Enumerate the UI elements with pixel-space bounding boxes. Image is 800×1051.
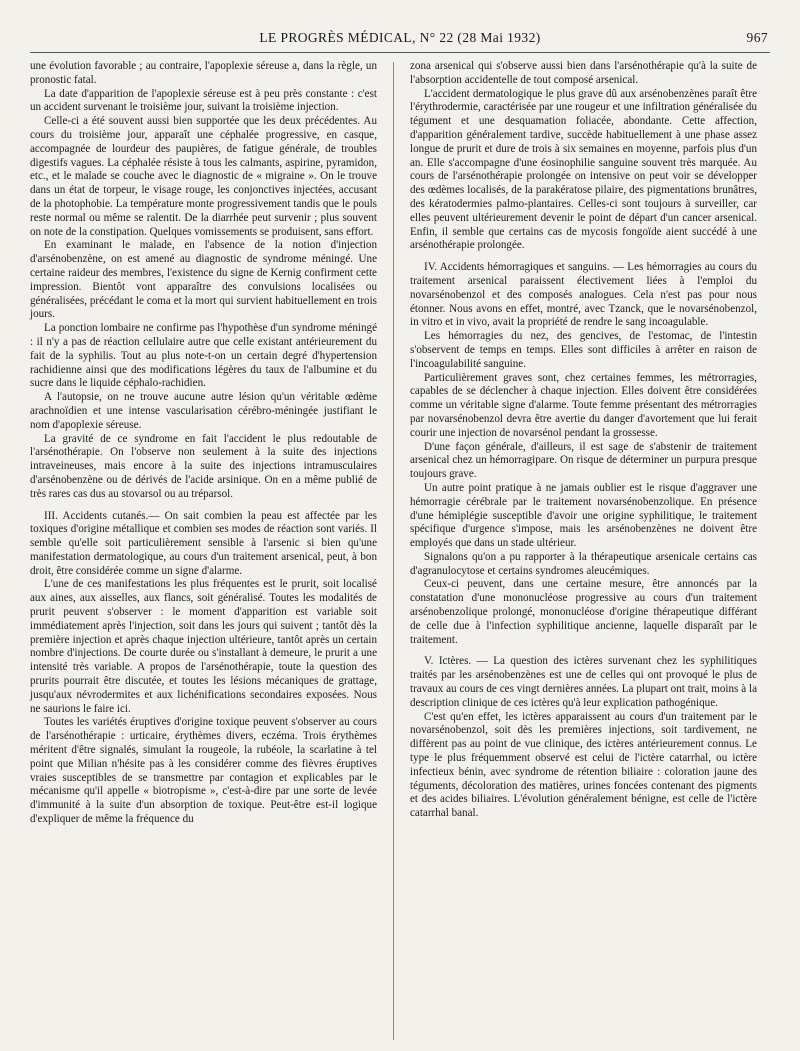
paragraph: D'une façon générale, d'ailleurs, il est sage de s'abstenir de traitement arsenical chez un hémorragipare. On risque de déterminer un purpura presque toujours grave. (410, 440, 757, 481)
paragraph: A l'autopsie, on ne trouve aucune autre lésion qu'un véritable œdème arachnoïdien et une intense vascularisation cérébro-méningée justifiant le nom d'apoplexie séreuse. (30, 391, 377, 431)
paragraph: L'accident dermatologique le plus grave dû aux arsénobenzènes paraît être l'érythrodermie, caractérisée par une rougeur et une infiltration généralisée du tégument et une desquamation foliacée, abondante. Cette affection, d'apparition généralement tardive, succède habituellement à une phase assez longue de prurit et dure de trois à six semaines en moyenne, parfois plus d'un an. Elle s'accompagne d'une éosinophilie sanguine souvent très marquée. Au cours de l'arsénothérapie prolongée on intensive on peut voir se développer des œdèmes localisés, de la parakératose pilaire, des pigmentations brunâtres, des kératodermies palmo-plantaires. Celles-ci sont toujours à surveiller, car elles peuvent ultérieurement devenir le point de départ d'un cancer arsenical. Enfin, il semble que certains cas de mycosis fongoïde aient succédé à une arsénothérapie prolongée. (410, 87, 757, 252)
column-divider (393, 62, 394, 1040)
paragraph: Particulièrement graves sont, chez certaines femmes, les métrorragies, capables de se déclencher à chaque injection. Elles doivent être considérées comme un véritable signe d'alarme. Toute femme présentant des métrorragies par novarsénobenzol devra être avertie du danger d'avortement que lui ferait courir une injection de novarsénol pendant la grossesse. (410, 371, 757, 439)
right-column (410, 60, 757, 821)
paragraph: Les hémorragies du nez, des gencives, de l'estomac, de l'intestin s'observent de temps en temps. Elles sont difficiles à arrêter en raison de l'incoagulabilité sanguine. (410, 330, 757, 370)
section-heading-paragraph: III. Accidents cutanés.— On sait combien la peau est affectée par les toxiques d'origine métallique et combien ses modes de réaction sont variés. Il semble qu'elle soit particulièrement sensible à l'arsenic si bien qu'une manifestation dermatologique, au cours d'un traitement arsenical, peut, à bon droit, être considérée comme un signe d'alarme. (30, 509, 377, 577)
running-header (30, 30, 770, 48)
paragraph: Celle-ci a été souvent aussi bien supportée que les deux précédentes. Au cours du troisième jour, apparaît une céphalée progressive, en casque, accompagnée de lourdeur des paupières, de fatigue générale, de troubles digestifs vagues. La céphalée résiste à tous les calmants, aspirine, pyramidon, etc., et le malade se couche avec le diagnostic de « migraine ». On le trouve dans un état de torpeur, le visage rouge, les conjonctives injectées, accusant de la photophobie. La température monte progressivement tandis que le pouls reste normal ou même se ralentit. De la diarrhée peut survenir ; plus souvent on note de la constipation. Quelques vomissements se produisent, sans effort. (30, 115, 377, 238)
paragraph: En examinant le malade, en l'absence de la notion d'injection d'arsénobenzène, on est amené au diagnostic de syndrome méningé. Une certaine raideur des membres, l'existence du signe de Kernig confirment cette impression. Bientôt vont apparaître des convulsions localisées ou généralisées, précédant le coma et la mort qui survient habituellement en trois jours. (30, 239, 377, 321)
section-heading-paragraph: V. Ictères. — La question des ictères survenant chez les syphilitiques traités par les arsénobenzènes est une de celles qui ont provoqué le plus de travaux au cours de ces vingt dernières années. La plupart ont trait, moins à la description clinique de ces ictères qu'à leur explication pathogénique. (410, 655, 757, 709)
header-rule (30, 52, 770, 53)
paragraph: C'est qu'en effet, les ictères apparaissent au cours d'un traitement par le novarsénobenzol, soit dès les premières injections, soit tardivement, ne diffèrent pas au point de vue clinique, des ictères antérieurement connus. Le type le plus fréquemment observé est celui de l'ictère catarrhal, ou ictère infectieux bénin, avec syndrome de rétention biliaire : coloration jaune des téguments, décoloration des matières, urines foncées contenant des pigments et des acides biliaires. L'évolution généralement bénigne, est celle de l'ictère catarrhal banal. (410, 710, 757, 820)
journal-title: LE PROGRÈS MÉDICAL, N° 22 (28 Mai 1932) (259, 30, 541, 45)
paragraph: L'une de ces manifestations les plus fréquentes est le prurit, soit localisé aux aines, aux aisselles, aux flancs, soit généralisé. Toutes les modalités de prurit peuvent s'observer : le moment d'apparition est variable soit immédiatement après l'injection, soit dans les jours qui suivent ; tantôt dès la première injection et après chaque injection ultérieure, tantôt après un certain nombre d'injections. De courte durée ou s'installant à demeure, le prurit a une intensité très variable. A propos de l'arsénothérapie, toute la question des prurits pourrait être discutée, et toutes les lésions mécaniques de grattage, jusqu'aux névrodermites et aux lichénifications secondaires exposées. Nous ne saurions le faire ici. (30, 578, 377, 715)
paragraph: La date d'apparition de l'apoplexie séreuse est à peu près constante : c'est un accident survenant le troisième jour, suivant la troisième injection. (30, 87, 377, 114)
paragraph: La gravité de ce syndrome en fait l'accident le plus redoutable de l'arsénothérapie. On l'observe non seulement à la suite des injections intraveineuses, mais encore à la suite des injections intramusculaires d'arsénobenzène ou de dérivés de l'acide arsinique. On en a même publié de très rares cas dus au stovarsol ou au tréparsol. (30, 432, 377, 500)
paragraph: Toutes les variétés éruptives d'origine toxique peuvent s'observer au cours de l'arsénothérapie : urticaire, érythèmes divers, eczéma. Trois érythèmes méritent d'être signalés, simulant la rougeole, la rubéole, la scarlatine à tel point que Milian n'hésite pas à les considérer comme des fièvres éruptives vraies susceptibles de se transmettre par contagion et explicables par le mécanisme qu'il appelle « biotropisme », c'est-à-dire par une sorte de levée d'immunité à la suite d'un absorption de toxique. Peut-être est-il logique d'expliquer de même la fréquence du (30, 716, 377, 826)
left-column (30, 60, 377, 827)
page-number: 967 (746, 30, 768, 45)
paragraph: zona arsenical qui s'observe aussi bien dans l'arsénothérapie qu'à la suite de l'absorption accidentelle de tout composé arsenical. (410, 60, 757, 86)
paragraph: Ceux-ci peuvent, dans une certaine mesure, être annoncés par la constatation d'une mononucléose progressive au cours d'un traitement arsénobenzolique prolongé, mononucléose d'origine thérapeutique différant de celle due à l'infection syphilitique ancienne, laquelle disparaît par le traitement. (410, 578, 757, 646)
section-heading-paragraph: IV. Accidents hémorragiques et sanguins. — Les hémorragies au cours du traitement arsenical paraissent électivement liées à l'emploi du novarsénobenzol et des composés analogues. Cela n'est pas pour nous étonner. Nous avons en effet, montré, avec Tzanck, que le novarsénobenzol, in vitro et in vivo, avait la propriété de rendre le sang incoagulable. (410, 261, 757, 329)
paragraph: La ponction lombaire ne confirme pas l'hypothèse d'un syndrome méningé : il n'y a pas de réaction cellulaire autre que celle existant antérieurement du fait de la syphilis. Tout au plus note-t-on un certain degré d'hypertension rachidienne ainsi que des modifications légères du taux de l'albumine et du sucre dans le liquide céphalo-rachidien. (30, 322, 377, 390)
paragraph: une évolution favorable ; au contraire, l'apoplexie séreuse a, dans la règle, un pronostic fatal. (30, 60, 377, 86)
paragraph: Signalons qu'on a pu rapporter à la thérapeutique arsenicale certains cas d'agranulocytose et certains syndromes aleucémiques. (410, 550, 757, 577)
paragraph: Un autre point pratique à ne jamais oublier est le risque d'aggraver une hémorragie cérébrale par le traitement novarsénobenzolique. En présence d'une hémiplégie susceptible d'avoir une origine syphilitique, le traitement spécifique d'urgence s'impose, mais les arsénobenzènes ne doivent être employés que dans un stade ultérieur. (410, 481, 757, 550)
